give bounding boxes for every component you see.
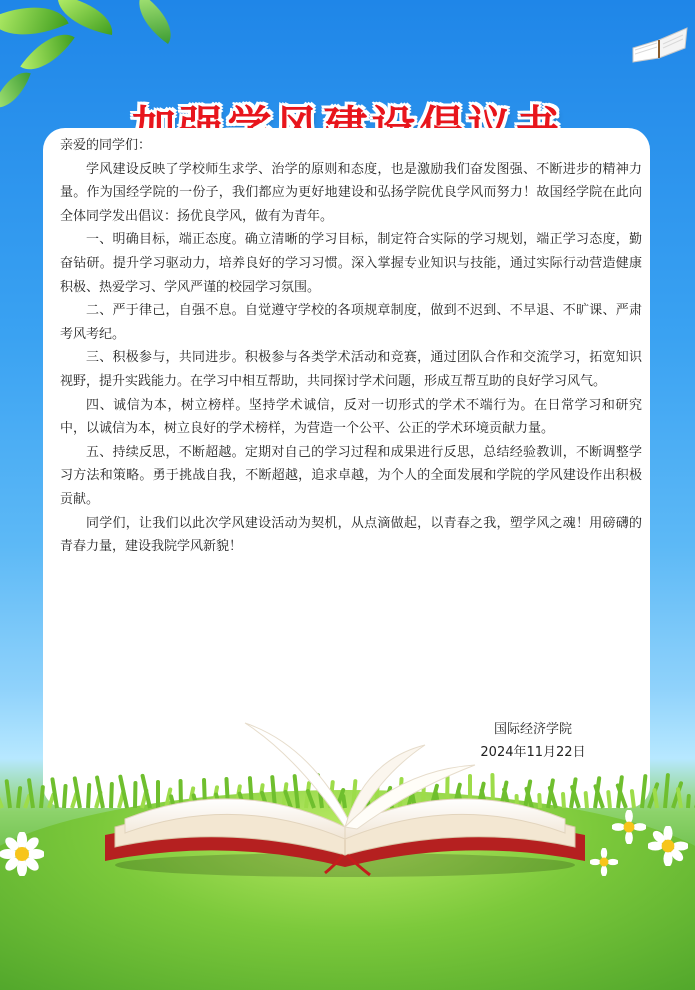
- paragraph-point-4: 四、诚信为本，树立榜样。坚持学术诚信，反对一切形式的学术不端行为。在日常学习和研究中，以诚信为本，树立良好的学术榜样，为营造一个公平、公正的学术环境贡献力量。: [60, 397, 642, 437]
- letter-body: [60, 134, 642, 559]
- signature-school: 国际经济学院: [493, 722, 572, 737]
- flying-book-icon: [629, 18, 689, 64]
- grass-blade: [652, 788, 659, 808]
- grass-blade: [686, 794, 691, 808]
- daisy-flower-icon: [0, 832, 44, 876]
- grass-blade: [676, 787, 683, 808]
- grass-blade: [663, 773, 670, 808]
- paragraph-closing: 同学们，让我们以此次学风建设活动为契机，从点滴做起，以青春之我，塑学风之魂！用磅礴的青春力量，建设我院学风新貌！: [60, 515, 642, 555]
- daisy-flower-icon: [590, 848, 618, 876]
- paragraph-point-1: 一、明确目标，端正态度。确立清晰的学习目标，制定符合实际的学习规划，端正学习态度，勤奋钻研。提升学习驱动力，培养良好的学习习惯。深入掌握专业知识与技能，通过实际行动营造健康积极、热爱学习、学风严谨的校园学习氛围。: [60, 232, 642, 295]
- paragraph-point-2: 二、严于律己，自强不息。自觉遵守学校的各项规章制度，做到不迟到、不早退、不旷课、严肃考风考纪。: [60, 303, 642, 342]
- paragraph-intro: 学风建设反映了学校师生求学、治学的原则和态度，也是激励我们奋发图强、不断进步的精神力量。作为国经学院的一份子，我们都应为更好地建设和弘扬学院优良学风而努力！故国经学院在此向全体同学发出倡议：扬优良学风，做有为青年。: [60, 161, 642, 224]
- paragraph-point-5: 五、持续反思，不断超越。定期对自己的学习过程和成果进行反思，总结经验教训，不断调整学习方法和策略。勇于挑战自我，不断超越，追求卓越，为个人的全面发展和学院的学风建设作出积极贡献。: [60, 444, 642, 507]
- leaf-decoration: [127, 0, 183, 44]
- daisy-flower-icon: [648, 826, 688, 866]
- open-book-icon: [95, 715, 595, 880]
- grass-blade: [0, 794, 4, 809]
- grass-blade: [16, 786, 22, 808]
- daisy-flower-icon: [612, 810, 646, 844]
- grass-blade: [4, 779, 12, 808]
- greeting: 亲爱的同学们：: [60, 138, 152, 153]
- grass-blade: [39, 785, 45, 808]
- signature-date: 2024年11月22日: [480, 745, 586, 760]
- paragraph-point-3: 三、积极参与，共同进步。积极参与各类学术活动和竞赛，通过团队合作和交流学习，拓宽知识视野，提升实践能力。在学习中相互帮助，共同探讨学术问题，形成互帮互助的良好学习风气。: [60, 350, 642, 389]
